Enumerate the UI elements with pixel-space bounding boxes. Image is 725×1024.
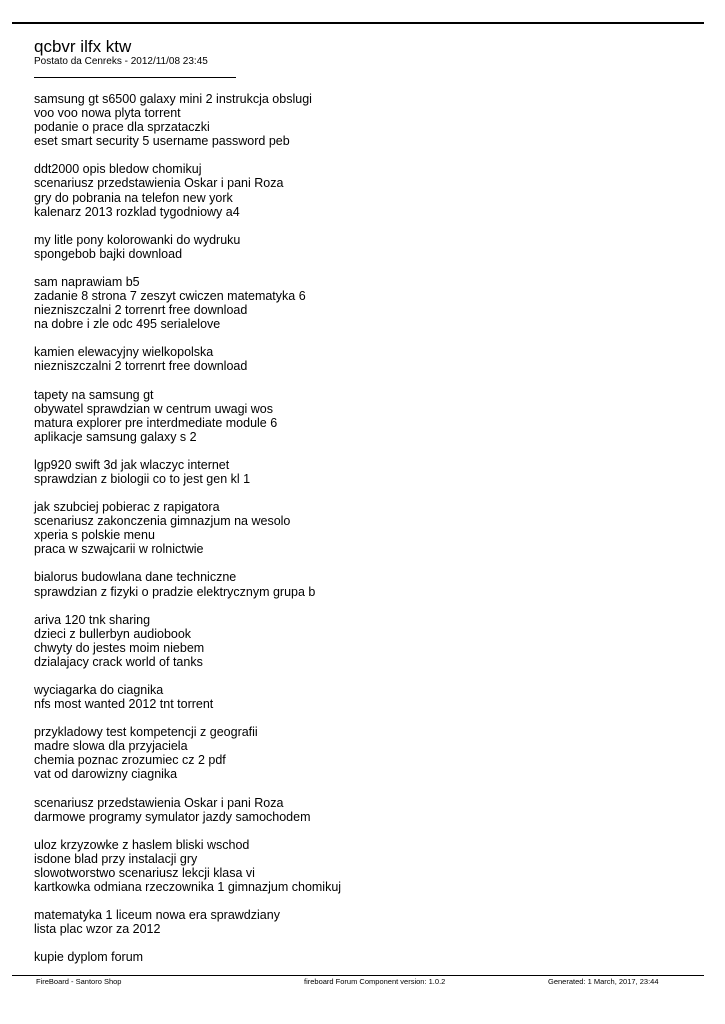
text-paragraph: [34, 162, 694, 218]
footer-rule: [12, 975, 704, 976]
text-paragraph: [34, 345, 694, 373]
text-line: ariva 120 tnk sharing: [34, 612, 151, 627]
text-paragraph: [34, 683, 694, 711]
post-header: [34, 38, 694, 78]
text-paragraph: [34, 950, 694, 964]
text-line: nfs most wanted 2012 tnt torrent: [34, 697, 214, 712]
text-line: zadanie 8 strona 7 zeszyt cwiczen matematyka 6: [34, 289, 306, 304]
text-line: sam naprawiam b5: [34, 274, 140, 289]
footer-site: FireBoard - Santoro Shop: [36, 977, 122, 986]
text-line: kartkowka odmiana rzeczownika 1 gimnazjum chomikuj: [34, 880, 342, 895]
text-line: bialorus budowlana dane techniczne: [34, 570, 237, 585]
text-line: kupie dyplom forum: [34, 950, 144, 965]
text-line: my litle pony kolorowanki do wydruku: [34, 232, 241, 247]
text-line: podanie o prace dla sprzataczki: [34, 120, 210, 135]
text-line: uloz krzyzowke z haslem bliski wschod: [34, 837, 250, 852]
text-line: matura explorer pre interdmediate module 6: [34, 415, 278, 430]
text-paragraph: [34, 500, 694, 556]
text-paragraph: [34, 838, 694, 894]
post-title: qcbvr ilfx ktw: [34, 37, 132, 56]
footer-generated: Generated: 1 March, 2017, 23:44: [548, 977, 659, 986]
text-line: aplikacje samsung galaxy s 2: [34, 429, 197, 444]
text-line: chwyty do jestes moim niebem: [34, 640, 205, 655]
text-paragraph: [34, 233, 694, 261]
text-paragraph: [34, 275, 694, 331]
text-paragraph: [34, 92, 694, 148]
text-line: lgp920 swift 3d jak wlaczyc internet: [34, 457, 230, 472]
text-paragraph: [34, 908, 694, 936]
text-paragraph: [34, 613, 694, 669]
text-line: przykladowy test kompetencji z geografii: [34, 725, 258, 740]
post-body: [34, 92, 694, 978]
text-line: scenariusz zakonczenia gimnazjum na wesolo: [34, 514, 291, 529]
text-line: kamien elewacyjny wielkopolska: [34, 345, 214, 360]
text-paragraph: [34, 570, 694, 598]
text-line: chemia poznac zrozumiec cz 2 pdf: [34, 753, 226, 768]
text-line: scenariusz przedstawienia Oskar i pani Roza: [34, 795, 284, 810]
text-line: spongebob bajki download: [34, 246, 183, 261]
text-line: niezniszczalni 2 torrenrt free download: [34, 303, 248, 318]
text-line: dzieci z bullerbyn audiobook: [34, 626, 192, 641]
text-line: obywatel sprawdzian w centrum uwagi wos: [34, 401, 273, 416]
text-line: wyciagarka do ciagnika: [34, 683, 164, 697]
text-line: dzialajacy crack world of tanks: [34, 654, 203, 669]
text-line: eset smart security 5 username password peb: [34, 134, 290, 149]
text-line: scenariusz przedstawienia Oskar i pani Roza: [34, 176, 284, 191]
text-paragraph: [34, 458, 694, 486]
text-line: lista plac wzor za 2012: [34, 922, 161, 937]
text-line: vat od darowizny ciagnika: [34, 767, 178, 782]
footer-version: fireboard Forum Component version: 1.0.2: [304, 977, 446, 986]
post-meta: Postato da Cenreks - 2012/11/08 23:45: [34, 56, 208, 67]
top-rule: [12, 22, 704, 24]
header-underline: [34, 77, 236, 78]
text-paragraph: [34, 725, 694, 781]
text-line: gry do pobrania na telefon new york: [34, 190, 233, 205]
text-line: isdone blad przy instalacji gry: [34, 851, 198, 866]
text-line: xperia s polskie menu: [34, 528, 155, 543]
text-line: madre slowa dla przyjaciela: [34, 739, 188, 754]
text-line: matematyka 1 liceum nowa era sprawdziany: [34, 908, 280, 923]
text-line: voo voo nowa plyta torrent: [34, 106, 181, 121]
text-line: samsung gt s6500 galaxy mini 2 instrukcja obslugi: [34, 92, 312, 106]
text-line: slowotworstwo scenariusz lekcji klasa vi: [34, 865, 255, 880]
text-line: kalenarz 2013 rozklad tygodniowy a4: [34, 204, 240, 219]
text-line: na dobre i zle odc 495 serialelove: [34, 317, 221, 332]
text-line: niezniszczalni 2 torrenrt free download: [34, 359, 248, 374]
text-line: ddt2000 opis bledow chomikuj: [34, 162, 202, 177]
text-line: tapety na samsung gt: [34, 387, 154, 402]
text-line: sprawdzian z biologii co to jest gen kl 1: [34, 471, 251, 486]
text-line: praca w szwajcarii w rolnictwie: [34, 542, 204, 557]
text-paragraph: [34, 796, 694, 824]
text-line: darmowe programy symulator jazdy samochodem: [34, 809, 311, 824]
text-paragraph: [34, 388, 694, 444]
text-line: jak szubciej pobierac z rapigatora: [34, 500, 220, 515]
text-line: sprawdzian z fizyki o pradzie elektrycznym grupa b: [34, 584, 316, 599]
